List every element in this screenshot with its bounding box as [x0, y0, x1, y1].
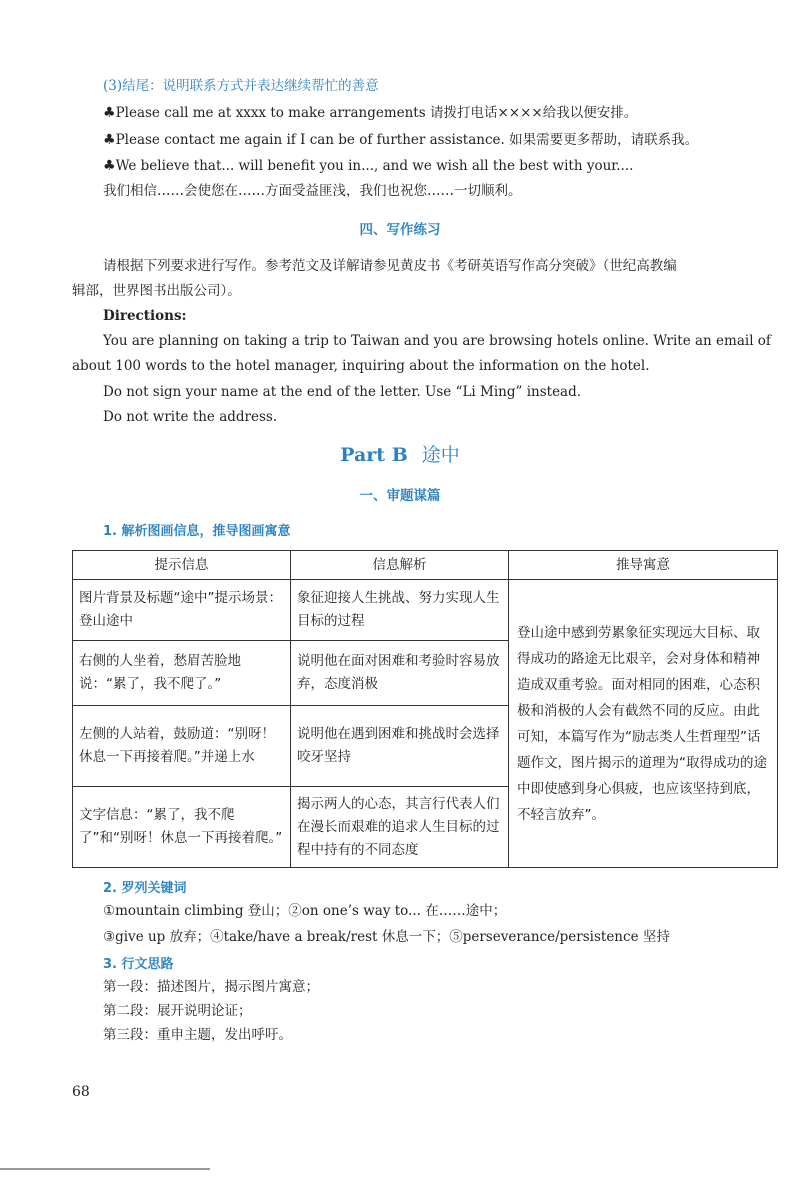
table-row	[73, 580, 778, 641]
outline-item: 第三段：重申主题，发出呼吁。	[103, 1027, 292, 1043]
table-cell: 文字信息：“累了，我不爬了”和“别呀！休息一下再接着爬。”	[73, 787, 291, 868]
analysis-heading: 一、审题谋篇	[359, 488, 441, 504]
table-cell: 象征迎接人生挑战、努力实现人生目标的过程	[291, 580, 509, 641]
part-name: 途中	[421, 444, 460, 466]
directions-line-3: Do not sign your name at the end of the letter. Use “Li Ming” instead.	[103, 384, 582, 400]
club-icon: ♣	[103, 105, 116, 121]
club-icon: ♣	[103, 132, 116, 148]
bullet-2	[103, 130, 698, 150]
outline-item: 第二段：展开说明论证；	[103, 1003, 252, 1019]
keywords-line-2: ③give up 放弃；④take/have a break/rest 休息一下；⑤perseverance/persistence 坚持	[103, 929, 670, 945]
directions-line-1: You are planning on taking a trip to Taiwan and you are browsing hotels online. Write an email of	[103, 333, 771, 349]
table-cell: 说明他在遇到困难和挑战时会选择咬牙坚持	[291, 706, 509, 787]
footer-rule	[0, 1168, 210, 1170]
bullet-text: Please call me at xxxx to make arrangements 请拨打电话××××给我以便安排。	[115, 105, 638, 121]
practice-intro-1: 请根据下列要求进行写作。参考范文及详解请参见黄皮书《考研英语写作高分突破》（世纪高教编	[103, 258, 677, 274]
practice-heading: 四、写作练习	[359, 222, 441, 238]
table-header: 推导寓意	[509, 551, 778, 580]
outline-item: 第一段：描述图片，揭示图片寓意；	[103, 979, 319, 995]
table-header: 信息解析	[291, 551, 509, 580]
subheading-1: 1. 解析图画信息，推导图画寓意	[103, 524, 291, 539]
subheading-3: 3. 行文思路	[103, 957, 174, 972]
analysis-table	[72, 550, 778, 868]
ending-heading: (3)结尾：说明联系方式并表达继续帮忙的善意	[103, 78, 379, 94]
table-cell: 右侧的人坐着，愁眉苦脸地说：“累了，我不爬了。”	[73, 641, 291, 706]
part-label: Part B	[340, 444, 408, 466]
bullet-text: We believe that... will benefit you in..., and we wish all the best with your....	[115, 158, 634, 174]
bullet-1	[103, 103, 637, 123]
directions-line-4: Do not write the address.	[103, 409, 278, 425]
club-icon: ♣	[103, 158, 116, 174]
part-title	[0, 440, 800, 467]
subheading-2: 2. 罗列关键词	[103, 881, 187, 896]
table-cell: 揭示两人的心态，其言行代表人们在漫长而艰难的追求人生目标的过程中持有的不同态度	[291, 787, 509, 868]
translation-line: 我们相信……会使您在……方面受益匪浅，我们也祝您……一切顺利。	[103, 183, 522, 199]
keywords-line-1: ①mountain climbing 登山；②on one’s way to... 在……途中；	[103, 903, 507, 919]
bullet-3	[103, 156, 633, 176]
directions-line-2: about 100 words to the hotel manager, inquiring about the information on the hotel.	[72, 358, 650, 374]
table-cell: 图片背景及标题“途中”提示场景：登山途中	[73, 580, 291, 641]
page-number: 68	[72, 1084, 90, 1100]
table-cell: 左侧的人站着，鼓励道：“别呀！休息一下再接着爬。”并递上水	[73, 706, 291, 787]
table-header: 提示信息	[73, 551, 291, 580]
directions-label: Directions:	[103, 308, 187, 324]
table-cell: 说明他在面对困难和考验时容易放弃，态度消极	[291, 641, 509, 706]
bullet-text: Please contact me again if I can be of further assistance. 如果需要更多帮助，请联系我。	[115, 132, 699, 148]
table-header-row	[73, 551, 778, 580]
practice-intro-2: 辑部，世界图书出版公司）。	[72, 283, 241, 299]
moral-cell: 登山途中感到劳累象征实现远大目标、取得成功的路途无比艰辛，会对身体和精神造成双重考验。面对相同的困难，心态积极和消极的人会有截然不同的反应。由此可知，本篇写作为“励志类人生哲理型”话题作文，图片揭示的道理为“取得成功的途中即使感到身心俱疲，也应该坚持到底，不轻言放弃”。	[509, 580, 778, 868]
